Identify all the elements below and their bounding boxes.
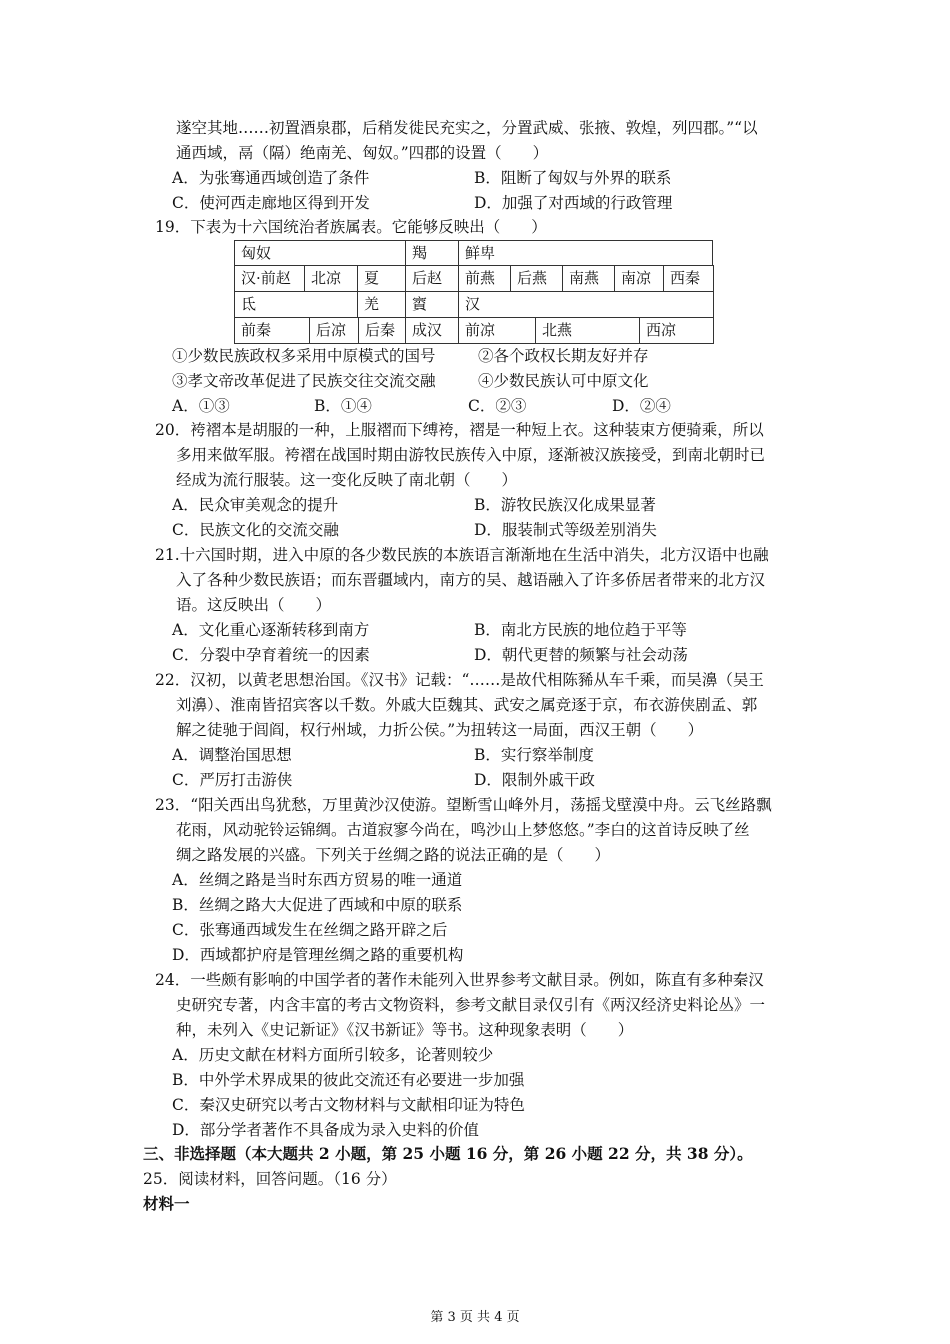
q19-option-d: D．②④ bbox=[612, 397, 671, 415]
q19-option-a: A．①③ bbox=[172, 397, 230, 415]
table-cell: 西秦 bbox=[663, 265, 714, 292]
q18-option-c: C．使河西走廊地区得到开发 bbox=[172, 194, 370, 212]
q21-line2: 入了各种少数民族语；而东晋疆域内，南方的吴、越语融入了许多侨居者带来的北方汉 bbox=[176, 571, 766, 589]
q21-line3: 语。这反映出（ ） bbox=[176, 596, 332, 614]
table-cell: 前秦 bbox=[234, 317, 310, 344]
q20-option-c: C．民族文化的交流交融 bbox=[172, 521, 339, 539]
table-cell: 后秦 bbox=[358, 317, 406, 344]
q22-line3: 解之徒驰于闾阎，权行州域，力折公侯。”为扭转这一局面，西汉王朝（ ） bbox=[176, 721, 704, 739]
q21-option-a: A．文化重心逐渐转移到南方 bbox=[172, 621, 370, 639]
table-cell: 前凉 bbox=[458, 317, 536, 344]
table-cell: 后燕 bbox=[510, 265, 563, 292]
q19-stem: 19．下表为十六国统治者族属表。它能够反映出（ ） bbox=[155, 218, 547, 236]
q22-option-b: B．实行察举制度 bbox=[474, 746, 594, 764]
q20-option-d: D．服装制式等级差别消失 bbox=[474, 521, 657, 539]
table-cell: 羯 bbox=[405, 240, 459, 266]
q24-line1: 24．一些颇有影响的中国学者的著作未能列入世界参考文献目录。例如，陈直有多种秦汉 bbox=[155, 971, 764, 989]
q18-line1: 遂空其地……初置酒泉郡，后稍发徙民充实之，分置武威、张掖、敦煌，列四郡。”“以 bbox=[176, 119, 758, 137]
page-number: 第 3 页 共 4 页 bbox=[430, 1310, 520, 1325]
table-cell: 西凉 bbox=[639, 317, 714, 344]
q23-option-d: D．西域都护府是管理丝绸之路的重要机构 bbox=[172, 946, 464, 964]
q22-option-d: D．限制外戚干政 bbox=[474, 771, 595, 789]
q18-option-a: A．为张骞通西域创造了条件 bbox=[172, 169, 370, 187]
ethnicity-table bbox=[234, 240, 714, 344]
q23-option-c: C．张骞通西域发生在丝绸之路开辟之后 bbox=[172, 921, 448, 939]
q23-option-b: B．丝绸之路大大促进了西域和中原的联系 bbox=[172, 896, 463, 914]
q24-line2: 史研究专著，内含丰富的考古文物资料，参考文献目录仅引有《两汉经济史料论丛》一 bbox=[176, 996, 766, 1014]
q24-option-d: D．部分学者著作不具备成为录入史料的价值 bbox=[172, 1121, 479, 1139]
q18-option-d: D．加强了对西域的行政管理 bbox=[474, 194, 673, 212]
table-cell: 南凉 bbox=[614, 265, 664, 292]
table-cell: 匈奴 bbox=[234, 240, 406, 266]
table-cell: 前燕 bbox=[458, 265, 511, 292]
q20-line2: 多用来做军服。袴褶在战国时期由游牧民族传入中原，逐渐被汉族接受，到南北朝时已 bbox=[176, 446, 766, 464]
q23-line3: 绸之路发展的兴盛。下列关于丝绸之路的说法正确的是（ ） bbox=[176, 846, 611, 864]
table-cell: 夏 bbox=[357, 265, 406, 292]
q19-item-1: ①少数民族政权多采用中原模式的国号 bbox=[172, 347, 436, 365]
q24-option-c: C．秦汉史研究以考古文物材料与文献相印证为特色 bbox=[172, 1096, 525, 1114]
table-cell: 汉 bbox=[458, 291, 714, 318]
table-cell: 后凉 bbox=[309, 317, 359, 344]
q22-line2: 刘濞）、淮南皆招宾客以千数。外戚大臣魏其、武安之属竞逐于京，布衣游侠剧孟、郭 bbox=[176, 696, 758, 714]
q18-option-b: B．阻断了匈奴与外界的联系 bbox=[474, 169, 672, 187]
q20-option-a: A．民众审美观念的提升 bbox=[172, 496, 339, 514]
q21-option-c: C．分裂中孕育着统一的因素 bbox=[172, 646, 370, 664]
q20-line3: 经成为流行服装。这一变化反映了南北朝（ ） bbox=[176, 471, 518, 489]
q22-option-c: C．严厉打击游侠 bbox=[172, 771, 293, 789]
table-cell: 成汉 bbox=[405, 317, 459, 344]
q22-option-a: A．调整治国思想 bbox=[172, 746, 292, 764]
q20-option-b: B．游牧民族汉化成果显著 bbox=[474, 496, 656, 514]
table-cell: 后赵 bbox=[405, 265, 459, 292]
table-cell: 南燕 bbox=[562, 265, 615, 292]
q20-line1: 20．袴褶本是胡服的一种，上服褶而下缚袴，褶是一种短上衣。这种装束方便骑乘，所以 bbox=[155, 421, 764, 439]
q25-stem: 25．阅读材料，回答问题。（16 分） bbox=[143, 1170, 397, 1188]
q23-line2: 花雨，风动驼铃运锦绸。古道寂寥今尚在，鸣沙山上梦悠悠。”李白的这首诗反映了丝 bbox=[176, 821, 750, 839]
table-cell: 北凉 bbox=[304, 265, 358, 292]
q19-item-2: ②各个政权长期友好并存 bbox=[478, 347, 649, 365]
q24-option-a: A．历史文献在材料方面所引较多，论著则较少 bbox=[172, 1046, 494, 1064]
q21-option-b: B．南北方民族的地位趋于平等 bbox=[474, 621, 687, 639]
q18-line2: 通西域，鬲（隔）绝南羌、匈奴。”四郡的设置（ ） bbox=[176, 144, 549, 162]
table-cell: 賨 bbox=[405, 291, 459, 318]
q22-line1: 22．汉初，以黄老思想治国。《汉书》记载：“……是故代相陈豨从车千乘，而吴濞（吴王 bbox=[155, 671, 764, 689]
q23-line1: 23．“阳关西出鸟犹愁，万里黄沙汉使游。望断雪山峰外月，荡摇戈壁漠中舟。云飞丝路飘 bbox=[155, 796, 772, 814]
q21-option-d: D．朝代更替的频繁与社会动荡 bbox=[474, 646, 688, 664]
q19-option-b: B．①④ bbox=[314, 397, 372, 415]
section-heading: 三、非选择题（本大题共 2 小题，第 25 小题 16 分，第 26 小题 22 分，共 38 分）。 bbox=[143, 1144, 753, 1163]
material-label: 材料一 bbox=[143, 1194, 190, 1213]
table-cell: 北燕 bbox=[535, 317, 640, 344]
table-cell: 氐 bbox=[234, 291, 358, 318]
table-cell: 鲜卑 bbox=[458, 240, 713, 266]
q21-line1: 21.十六国时期，进入中原的各少数民族的本族语言渐渐地在生活中消失，北方汉语中也融 bbox=[155, 546, 769, 564]
q19-item-3: ③孝文帝改革促进了民族交往交流交融 bbox=[172, 372, 436, 390]
table-cell: 汉·前赵 bbox=[234, 265, 305, 292]
q24-option-b: B．中外学术界成果的彼此交流还有必要进一步加强 bbox=[172, 1071, 525, 1089]
q23-option-a: A．丝绸之路是当时东西方贸易的唯一通道 bbox=[172, 871, 463, 889]
q19-option-c: C．②③ bbox=[468, 397, 527, 415]
table-cell: 羌 bbox=[357, 291, 406, 318]
q19-item-4: ④少数民族认可中原文化 bbox=[478, 372, 649, 390]
q24-line3: 种，未列入《史记新证》《汉书新证》等书。这种现象表明（ ） bbox=[176, 1021, 634, 1039]
